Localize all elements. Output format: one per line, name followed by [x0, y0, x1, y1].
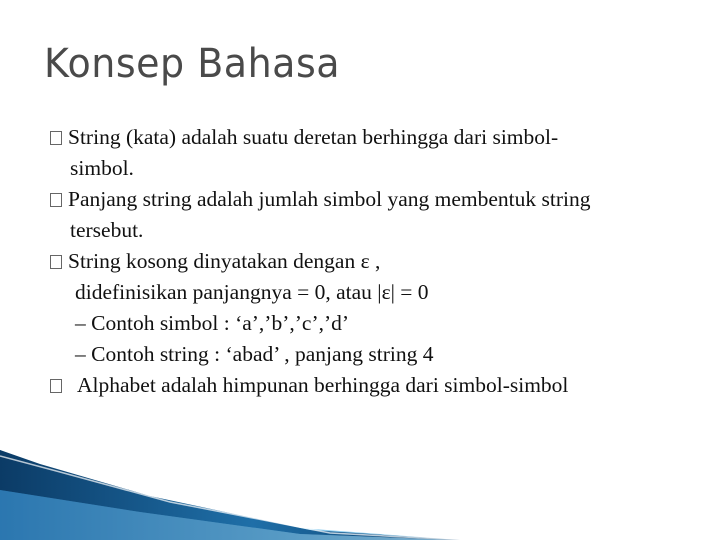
bullet-alphabet — [50, 370, 680, 401]
hollow-square-bullet-icon — [50, 379, 62, 393]
bullet-text: Panjang string adalah jumlah simbol yang membentuk string — [68, 187, 591, 211]
hollow-square-bullet-icon — [50, 255, 62, 269]
slide-title: Konsep Bahasa — [44, 40, 341, 87]
decorative-swoosh — [0, 450, 460, 540]
sub-bullet-text: – Contoh string : ‘abad’ , panjang string 4 — [75, 342, 434, 366]
bullet-string-length — [50, 184, 680, 215]
hollow-square-bullet-icon — [50, 131, 62, 145]
slide-body — [50, 122, 680, 401]
bullet-text: simbol. — [70, 156, 134, 180]
bullet-continuation — [50, 215, 680, 246]
sub-bullet-symbol-example — [50, 308, 680, 339]
bullet-empty-string — [50, 246, 680, 277]
bullet-string-definition — [50, 122, 680, 153]
sub-bullet-text: – Contoh simbol : ‘a’,’b’,’c’,’d’ — [75, 311, 350, 335]
bullet-text: tersebut. — [70, 218, 144, 242]
hollow-square-bullet-icon — [50, 193, 62, 207]
bullet-text: String (kata) adalah suatu deretan berhingga dari simbol- — [68, 125, 559, 149]
sub-bullet-string-example — [50, 339, 680, 370]
bullet-text: didefinisikan panjangnya = 0, atau |ε| = 0 — [75, 280, 429, 304]
bullet-text: String kosong dinyatakan dengan ε , — [68, 249, 381, 273]
bullet-text: Alphabet adalah himpunan berhingga dari simbol-simbol — [77, 373, 569, 397]
bullet-continuation — [50, 277, 680, 308]
bullet-continuation — [50, 153, 680, 184]
